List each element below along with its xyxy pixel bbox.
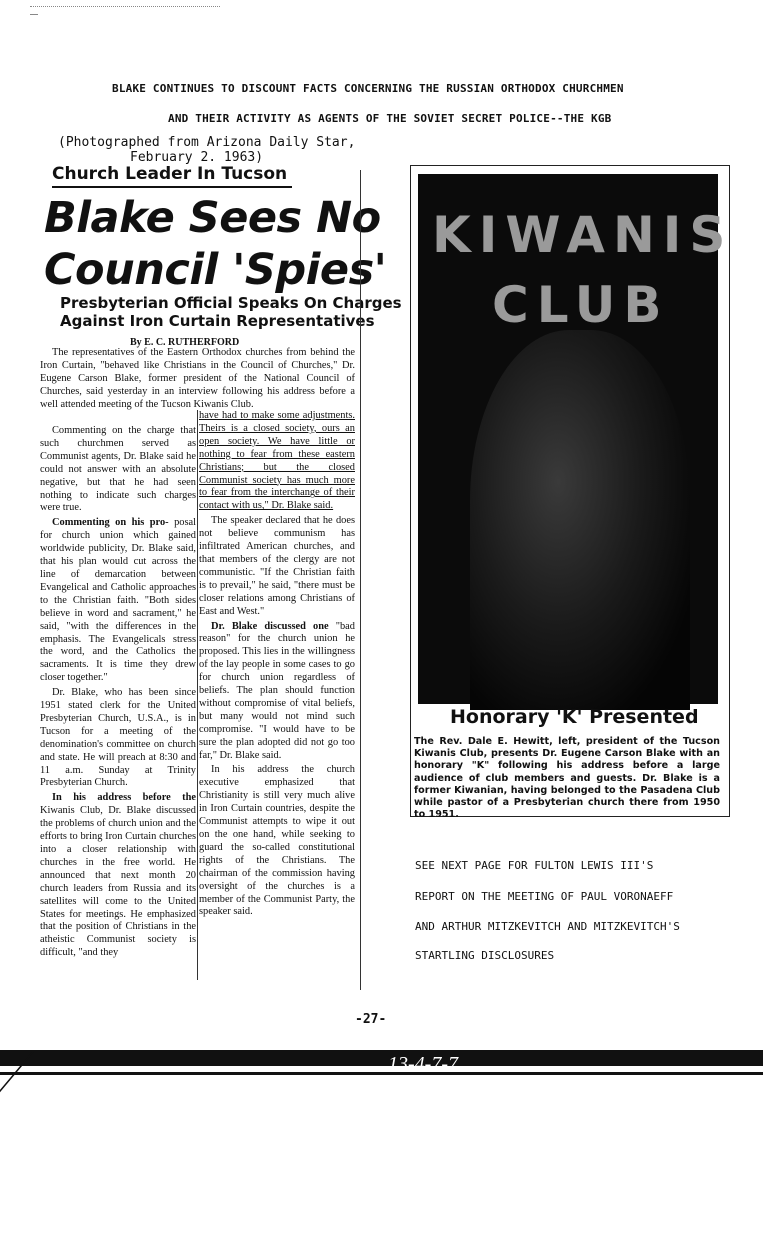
handwritten-file-number: 13-4-7-7 bbox=[388, 1053, 458, 1075]
next-page-note-line-1: SEE NEXT PAGE FOR FULTON LEWIS III'S bbox=[415, 859, 654, 872]
header-line-1: BLAKE CONTINUES TO DISCOUNT FACTS CONCERNING THE RUSSIAN ORTHODOX CHURCHMEN bbox=[112, 82, 624, 95]
left-paragraph-2-text: posal for church union which gained worldwide publicity, Dr. Blake said, that his plan would cut across the line of demarcation between Evangelical and Catholic approaches to the Christian faith. "Both sides believe in word and sacrament," he said, "with the differences in the emphasis. The Evangelicals stress the word, and the Catholics the sacraments. It is time they drew closer together." bbox=[40, 517, 196, 684]
left-paragraph-2 bbox=[40, 517, 196, 685]
article-lead-paragraph bbox=[40, 347, 355, 412]
article-kicker: Church Leader In Tucson bbox=[52, 164, 288, 184]
article-right-column bbox=[199, 410, 355, 919]
photo-source-line-2: February 2. 1963) bbox=[130, 150, 264, 165]
kicker-underline bbox=[52, 186, 292, 188]
page-number: -27- bbox=[355, 1012, 387, 1027]
right-paragraph-3 bbox=[199, 621, 355, 763]
photo-source-note bbox=[58, 135, 355, 165]
subhead-line-2: Against Iron Curtain Representatives bbox=[60, 312, 375, 330]
headline-line-2: Council 'Spies' bbox=[44, 245, 387, 295]
right-paragraph-4: In his address the church executive emphasized that Christianity is still very much alive in Iron Curtain countries, despite the Communist attempts to wipe it out on the one hand, while seeking to guard the so-called constitutional rights of the Christians. The chairman of the commission having oversight of the churches is a member of the Communist Party, the speaker said. bbox=[199, 764, 355, 918]
left-paragraph-4-lead: In his address before the bbox=[52, 792, 196, 804]
article-headline bbox=[44, 192, 386, 296]
next-page-note-line-3: AND ARTHUR MITZKEVITCH AND MITZKEVITCH'S bbox=[415, 920, 680, 933]
left-paragraph-4 bbox=[40, 792, 196, 960]
article-right-border bbox=[360, 170, 361, 990]
left-paragraph-1: Commenting on the charge that such churchmen served as Communist agents, Dr. Blake said he could not answer with an absolute negative, but that he had seen nothing to indicate such charges were true. bbox=[40, 425, 196, 514]
column-divider bbox=[197, 410, 198, 980]
article-byline: By E. C. RUTHERFORD bbox=[130, 337, 240, 348]
right-paragraph-1: have had to make some adjustments. Theirs is a closed society, ours an open society. We have little or nothing to fear from these eastern Christians; but the closed Communist society has much more to fear from the interchange of their contact with us," Dr. Blake said. bbox=[199, 410, 355, 512]
photo-caption-text: The Rev. Dale E. Hewitt, left, president of the Tucson Kiwanis Club, presents Dr. Eugene Carson Blake with an honorary "K" following his address before a large audience of club members and guests. Dr. Blake is a former Kiwanian, having belonged to the Pasadena Club while pastor of a Presbyterian church there from 1950 to 1951. bbox=[414, 736, 720, 821]
header-line-2: AND THEIR ACTIVITY AS AGENTS OF THE SOVIET SECRET POLICE--THE KGB bbox=[168, 112, 612, 125]
article-left-column bbox=[40, 425, 196, 960]
top-margin-mark bbox=[30, 6, 220, 7]
photo-subject bbox=[470, 330, 690, 710]
left-paragraph-2-lead: Commenting on his pro- bbox=[52, 517, 169, 529]
scan-bottom-band bbox=[0, 1050, 763, 1066]
left-paragraph-3: Dr. Blake, who has been since 1951 stated clerk for the United Presbyterian Church, U.S.A., is in Tucson for a meeting of the denomination's committee on church and state. He will preach at 8:30 and 11 a.m. Sunday at Trinity Presbyterian Church. bbox=[40, 687, 196, 789]
left-paragraph-4-text: Kiwanis Club, Dr. Blake discussed the problems of church union and the efforts to bring Iron Curtain churches into a closer relationship with churches in the free world. He announced that next month 20 church leaders from Russia and its satellites will come to the United States for meetings. He emphasized that the position of Christians in the atheistic Communist society is difficult, "and they bbox=[40, 805, 196, 959]
next-page-note-line-4: STARTLING DISCLOSURES bbox=[415, 949, 555, 962]
top-corner-mark bbox=[30, 14, 38, 15]
lead-text: The representatives of the Eastern Orthodox churches from behind the Iron Curtain, "behaved like Christians in the Council of Churches," Dr. Eugene Carson Blake, former president of the National Council of Churches, said yesterday in an interview following his address before a well attended meeting of the Tucson Kiwanis Club. bbox=[40, 347, 355, 410]
photo-sign bbox=[432, 200, 733, 340]
right-paragraph-3-text: "bad reason" for the church union he proposed. This lies in the willingness of the lay people in some cases to go for church union regardless of beliefs. The plan should function without compromise of vital beliefs, but many would not mind such compromise. "I would have to be sure the plan adopted did not go too far," Dr. Blake said. bbox=[199, 620, 355, 761]
subhead-line-1: Presbyterian Official Speaks On Charges bbox=[60, 294, 402, 312]
photo-caption-title: Honorary 'K' Presented bbox=[450, 706, 699, 728]
photo-sign-line-2: CLUB bbox=[492, 276, 670, 334]
right-paragraph-3-lead: Dr. Blake discussed one bbox=[211, 620, 329, 632]
photo-source-line-1: (Photographed from Arizona Daily Star, bbox=[58, 135, 356, 150]
headline-line-1: Blake Sees No bbox=[44, 193, 381, 243]
next-page-note-line-2: REPORT ON THE MEETING OF PAUL VORONAEFF bbox=[415, 890, 674, 903]
photo-sign-line-1: KIWANIS bbox=[432, 206, 734, 264]
scan-bottom-rule bbox=[0, 1072, 763, 1075]
article-subhead bbox=[60, 294, 402, 330]
right-paragraph-2: The speaker declared that he does not believe communism has infiltrated American churches, and that members of the clergy are not communistic. "If the Christian faith is to prevail," he said, "there must be closer relations among Christians of East and West." bbox=[199, 515, 355, 617]
